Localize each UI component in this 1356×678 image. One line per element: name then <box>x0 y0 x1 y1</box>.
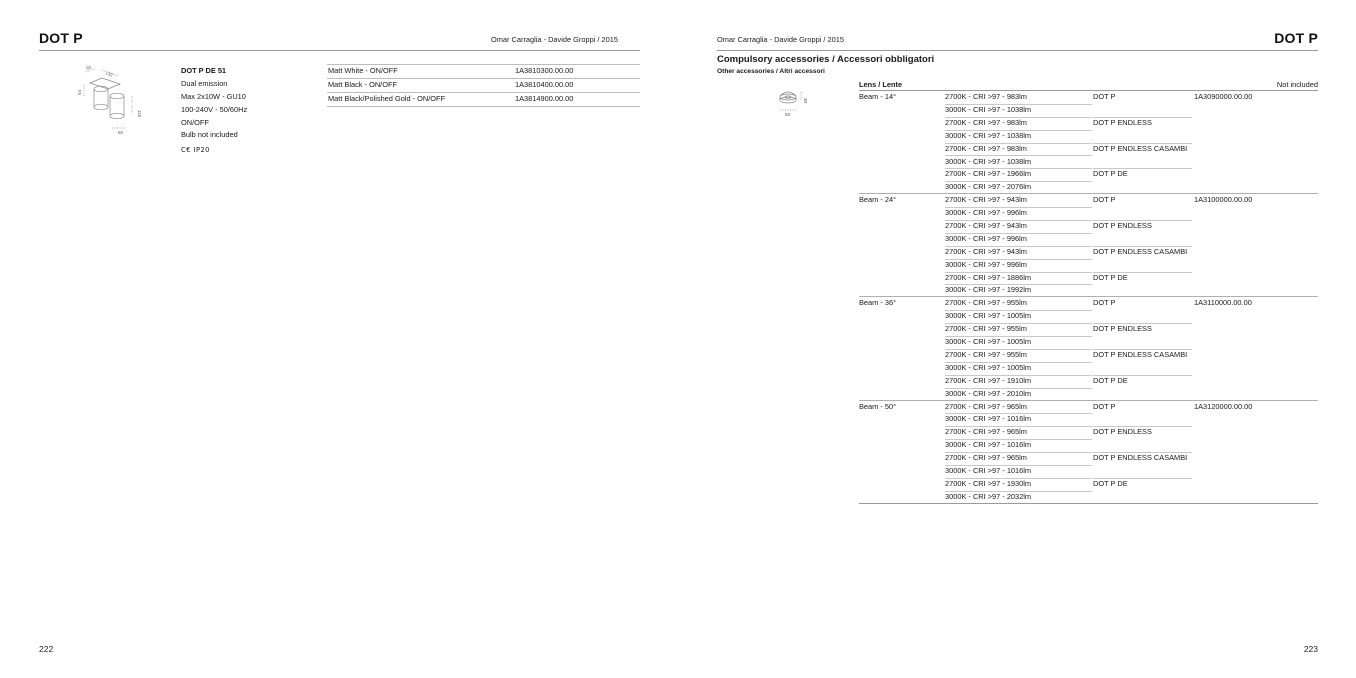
spec-line: ON/OFF <box>181 117 209 127</box>
compatible-model: DOT P ENDLESS <box>1093 220 1192 247</box>
spec-line: Dual emission <box>181 78 228 88</box>
page-number-right: 223 <box>1303 644 1318 654</box>
dim-label: 115 <box>137 110 142 118</box>
compatible-model: DOT P DE <box>1093 478 1128 488</box>
dim-label: 60 <box>118 130 124 135</box>
lumen-spec: 2700K - CRI >97 - 983lm <box>945 91 1092 105</box>
compatible-model: DOT P <box>1093 91 1192 118</box>
lumen-spec: 3000K - CRI >97 - 1005lm <box>945 362 1092 376</box>
lumen-spec: 3000K - CRI >97 - 996lm <box>945 233 1092 247</box>
header-rule-left <box>39 50 640 51</box>
lumen-spec: 3000K - CRI >97 - 996lm <box>945 207 1092 221</box>
lumen-spec: 3000K - CRI >97 - 2076lm <box>945 182 1032 192</box>
variant-code: 1A3810400.00.00 <box>515 79 574 89</box>
designer-credit-left: Omar Carraglia - Davide Groppi / 2015 <box>491 35 618 44</box>
lumen-spec: 2700K - CRI >97 - 955lm <box>945 349 1092 363</box>
lumen-spec: 3000K - CRI >97 - 1005lm <box>945 310 1092 324</box>
lumen-spec: 2700K - CRI >97 - 983lm <box>945 143 1092 157</box>
lens-code: 1A3090000.00.00 <box>1194 92 1253 101</box>
header-rule-right <box>717 50 1318 51</box>
lumen-spec: 2700K - CRI >97 - 955lm <box>945 297 1092 311</box>
certification-marks: C€ IP20 <box>181 145 210 155</box>
compatible-model: DOT P DE <box>1093 272 1128 282</box>
lumen-spec: 3000K - CRI >97 - 1016lm <box>945 465 1092 479</box>
variants-table <box>327 64 640 107</box>
section-subtitle: Other accessories / Altri accessori <box>717 68 825 75</box>
beam-group <box>859 91 1318 194</box>
product-name: DOT P DE 51 <box>181 66 227 75</box>
beam-label: Beam - 24° <box>859 195 897 205</box>
compatible-model: DOT P DE <box>1093 169 1128 179</box>
variant-finish: Matt Black - ON/OFF <box>328 79 397 89</box>
lens-code: 1A3120000.00.00 <box>1194 401 1253 411</box>
lumen-spec: 2700K - CRI >97 - 1966lm <box>945 168 1092 182</box>
lumen-spec: 2700K - CRI >97 - 943lm <box>945 220 1092 234</box>
dim-label: 132 <box>104 70 114 78</box>
spec-line: 100-240V - 50/60Hz <box>181 104 248 114</box>
spec-line: Bulb not included <box>181 130 238 140</box>
lumen-spec: 2700K - CRI >97 - 943lm <box>945 246 1092 260</box>
beam-label: Beam - 14° <box>859 92 897 101</box>
page-number-left: 222 <box>39 644 54 654</box>
dim-label: 50 <box>785 112 791 117</box>
lumen-spec: 3000K - CRI >97 - 996lm <box>945 259 1092 273</box>
not-included-label: Not included <box>1276 80 1318 89</box>
variant-finish: Matt White - ON/OFF <box>328 66 398 75</box>
compatible-model: DOT P <box>1093 194 1192 221</box>
lumen-spec: 2700K - CRI >97 - 943lm <box>945 194 1092 208</box>
compatible-model: DOT P ENDLESS <box>1093 117 1192 144</box>
beam-group <box>859 401 1318 504</box>
spec-line: Max 2x10W - GU10 <box>181 91 246 101</box>
table-bottom-rule <box>859 503 1318 504</box>
lumen-spec: 3000K - CRI >97 - 1038lm <box>945 104 1092 118</box>
dim-label: 30 <box>803 98 808 104</box>
compatible-model: DOT P ENDLESS CASAMBI <box>1093 349 1192 376</box>
lumen-spec: 2700K - CRI >97 - 965lm <box>945 401 1092 415</box>
compatible-model: DOT P ENDLESS CASAMBI <box>1093 246 1192 273</box>
lumen-spec: 3000K - CRI >97 - 1016lm <box>945 439 1092 453</box>
page-title-left: DOT P <box>39 30 83 46</box>
page-title-right: DOT P <box>1274 30 1318 46</box>
lumen-spec: 3000K - CRI >97 - 1992lm <box>945 285 1032 295</box>
lumen-spec: 3000K - CRI >97 - 1005lm <box>945 336 1092 350</box>
lens-code: 1A3100000.00.00 <box>1194 195 1253 205</box>
table-row <box>327 93 640 107</box>
compatible-model: DOT P ENDLESS CASAMBI <box>1093 143 1192 170</box>
product-drawing <box>72 62 152 140</box>
beam-group <box>859 297 1318 400</box>
beam-group <box>859 194 1318 297</box>
beam-label: Beam - 36° <box>859 298 897 308</box>
lumen-spec: 3000K - CRI >97 - 1016lm <box>945 413 1092 427</box>
compatible-model: DOT P <box>1093 401 1192 428</box>
lumen-spec: 3000K - CRI >97 - 2032lm <box>945 491 1032 501</box>
lumen-spec: 2700K - CRI >97 - 965lm <box>945 452 1092 466</box>
lumen-spec: 3000K - CRI >97 - 2010lm <box>945 388 1032 398</box>
compatible-model: DOT P <box>1093 297 1192 324</box>
dim-label: 65 <box>85 64 93 71</box>
designer-credit-right: Omar Carraglia - Davide Groppi / 2015 <box>717 35 844 44</box>
section-title: Compulsory accessories / Accessori obbligatori <box>717 54 935 65</box>
lens-code: 1A3110000.00.00 <box>1194 298 1252 308</box>
lumen-spec: 3000K - CRI >97 - 1038lm <box>945 130 1092 144</box>
table-row <box>327 79 640 93</box>
lumen-spec: 2700K - CRI >97 - 983lm <box>945 117 1092 131</box>
variant-code: 1A3814900.00.00 <box>515 93 574 103</box>
lumen-spec: 2700K - CRI >97 - 1886lm <box>945 272 1092 286</box>
beam-label: Beam - 50° <box>859 401 897 411</box>
variant-code: 1A3810300.00.00 <box>515 66 574 75</box>
table-row <box>327 64 640 79</box>
lumen-spec: 2700K - CRI >97 - 1910lm <box>945 375 1092 389</box>
lumen-spec: 3000K - CRI >97 - 1038lm <box>945 156 1092 170</box>
lumen-spec: 2700K - CRI >97 - 955lm <box>945 323 1092 337</box>
compatible-model: DOT P ENDLESS <box>1093 323 1192 350</box>
dim-label: 54 <box>77 89 82 95</box>
lens-drawing <box>774 86 814 120</box>
lumen-spec: 2700K - CRI >97 - 1930lm <box>945 478 1092 492</box>
lens-header: Lens / Lente <box>859 80 903 89</box>
compatible-model: DOT P ENDLESS <box>1093 426 1192 453</box>
variant-finish: Matt Black/Polished Gold - ON/OFF <box>328 93 446 103</box>
compatible-model: DOT P DE <box>1093 375 1128 385</box>
lumen-spec: 2700K - CRI >97 - 965lm <box>945 426 1092 440</box>
compatible-model: DOT P ENDLESS CASAMBI <box>1093 452 1192 479</box>
product-specs <box>181 65 247 157</box>
